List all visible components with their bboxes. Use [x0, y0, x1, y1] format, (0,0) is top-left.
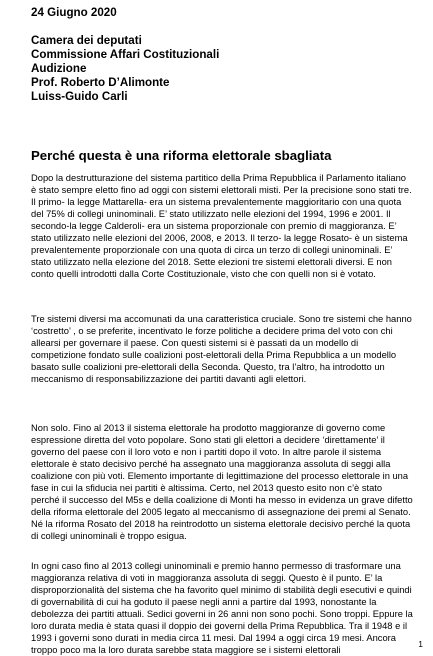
institution-name: Camera dei deputati — [31, 34, 142, 47]
document-date: 24 Giugno 2020 — [31, 6, 117, 19]
paragraph-1: Dopo la destrutturazione del sistema partitico della Prima Repubblica il Parlamento italiano è stato sempre eletto fino ad oggi con sistemi elettorali misti. Per la precisione sono stati tre. Il primo- la legge Mattarella- era un sistema prevalentemente maggioritario con una quota del 75% di collegi uninominali. E’ stato utilizzato nelle elezioni del 1994, 1996 e 2001. Il secondo-la legge Calderoli- era un sistema proporzionale con premio di maggioranza. E’ stato utilizzato nelle elezioni del 2006, 2008, e 2013. Il terzo- la legge Rosato- è un sistema prevalentemente proporzionale con una quota di circa un terzo di collegi uninominali. E’ stato utilizzato nella elezione del 2018. Sette elezioni tre sistemi elettorali diversi. E non conto quelli introdotti dalla Corte Costituzionale, visto che con quelli non si è votato. — [31, 173, 412, 280]
document-title: Perché questa è una riforma elettorale sbagliata — [31, 148, 332, 163]
document-header — [31, 6, 219, 104]
page-number: 1 — [418, 639, 423, 649]
commission-name: Commissione Affari Costituzionali — [31, 48, 220, 61]
paragraph-4: In ogni caso fino al 2013 collegi uninominali e premio hanno permesso di trasformare una maggioranza relativa di voti in maggioranza assoluta di seggi. Questo è il punto. E’ la disproporzionalità del sistema che ha favorito quel minimo di stabilità degli esecutivi e quindi di governabilità di cui ha goduto il paese negli anni a partire dal 1993, nonostante la debolezza dei partiti attuali. Sedici governi in 26 anni non sono pochi. Sono troppi. Eppure la loro durata media è stata quasi il doppio dei governi della Prima Repubblica. Tra il 1948 e il 1993 i governi sono durati in media circa 11 mesi. Dal 1994 a oggi circa 19 mesi. Ancora troppo poco ma la loro durata sarebbe stata maggiore se i sistemi elettorali — [31, 561, 413, 656]
author-name: Prof. Roberto D’Alimonte — [31, 76, 170, 89]
paragraph-3: Non solo. Fino al 2013 il sistema elettorale ha prodotto maggioranze di governo come espressione diretta del voto popolare. Sono stati gli elettori a decidere ‘direttamente’ il governo del paese con il loro voto e non i partiti dopo il voto. In altre parole il sistema elettorale è stato decisivo perché ha assegnato una maggioranza assoluta di seggi alla coalizione con più voti. Elemento importante di legittimazione del processo elettorale in una fase in cui la sfiducia nei partiti è altissima. Certo, nel 2013 questo esito non c’è stato perché il successo del M5s e della coalizione di Monti ha messo in evidenza un grave difetto della riforma elettorale del 2005 legato al meccanismo di assegnazione dei premi al Senato. Né la riforma Rosato del 2018 ha reintrodotto un sistema elettorale decisivo perché la quota di collegi uninominali è troppo esigua. — [31, 423, 413, 542]
hearing-label: Audizione — [31, 62, 87, 75]
paragraph-2: Tre sistemi diversi ma accomunati da una caratteristica cruciale. Sono tre sistemi che hanno ‘costretto’ , o se preferite, incentivato le forze politiche a decidere prima del voto con chi allearsi per governare il paese. Con questi sistemi si è passati da un modello di competizione fondato sulle coalizioni post-elettorali della Prima Repubblica a un modello basato sulle coalizioni pre-elettorali della Seconda. Questo, tra l’altro, ha introdotto un meccanismo di responsabilizzazione dei partiti davanti agli elettori. — [31, 314, 412, 385]
author-affiliation: Luiss-Guido Carli — [31, 90, 128, 103]
